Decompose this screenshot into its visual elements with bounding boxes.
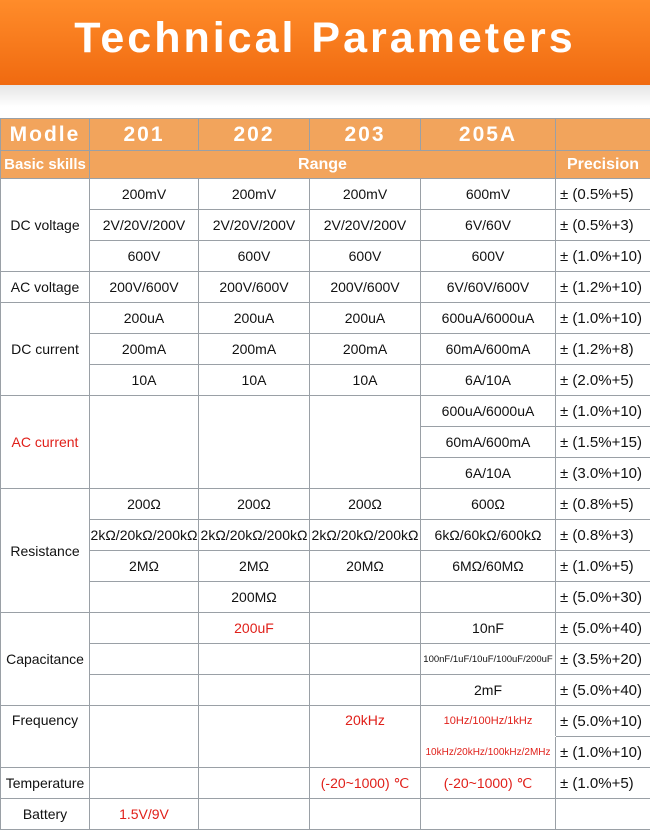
cell-202: 200uA [199, 303, 310, 334]
model-205a: 205A [421, 119, 556, 151]
cell-205a: 60mA/600mA [421, 427, 556, 458]
cell-202: 200MΩ [199, 582, 310, 613]
cell-precision: ± (1.5%+15) [556, 427, 650, 458]
ac-current-label: AC current [1, 396, 90, 489]
table-row [1, 582, 650, 613]
cell-precision: ± (5.0%+30) [556, 582, 650, 613]
table-row [1, 613, 650, 644]
cell-202-empty [199, 396, 310, 489]
cell-202: 200mA [199, 334, 310, 365]
cell-precision: ± (2.0%+5) [556, 365, 650, 396]
cell-201: 10A [90, 365, 199, 396]
table-row [1, 334, 650, 365]
cell-201: 600V [90, 241, 199, 272]
cell-205a: 6A/10A [421, 458, 556, 489]
cell-precision: ± (1.2%+10) [556, 272, 650, 303]
cell-202: 200mV [199, 179, 310, 210]
cell-201-empty [90, 613, 199, 644]
cell-precision: ± (0.8%+5) [556, 489, 650, 520]
table-row [1, 520, 650, 551]
cell-precision: ± (1.2%+8) [556, 334, 650, 365]
cell-202-empty [199, 675, 310, 706]
parameters-table [0, 118, 650, 830]
cell-precision: ± (5.0%+40) [556, 675, 650, 706]
cell-203-empty [310, 396, 421, 489]
table-row [1, 644, 650, 675]
cell-201-empty [90, 675, 199, 706]
capacitance-label: Capacitance [1, 613, 90, 706]
cell-203: 20kHz [310, 706, 421, 768]
cell-203: 10A [310, 365, 421, 396]
cell-205a: 6V/60V/600V [421, 272, 556, 303]
cell-202: 2V/20V/200V [199, 210, 310, 241]
cell-201: 2kΩ/20kΩ/200kΩ [90, 520, 199, 551]
cell-203: 2kΩ/20kΩ/200kΩ [310, 520, 421, 551]
cell-precision: ± (1.0%+10) [556, 241, 650, 272]
cell-201: 200mA [90, 334, 199, 365]
cell-202: 600V [199, 241, 310, 272]
cell-203: 20MΩ [310, 551, 421, 582]
resistance-label: Resistance [1, 489, 90, 613]
cell-precision: ± (5.0%+40) [556, 613, 650, 644]
cell-201: 200V/600V [90, 272, 199, 303]
table-row [1, 272, 650, 303]
cell-205a-empty [421, 582, 556, 613]
frequency-label: Frequency [1, 706, 90, 768]
cell-205a: 600uA/6000uA [421, 396, 556, 427]
battery-label: Battery [1, 799, 90, 830]
cell-201-empty [90, 706, 199, 768]
cell-205a: 6A/10A [421, 365, 556, 396]
cell-205a: 10nF [421, 613, 556, 644]
cell-202-empty [199, 768, 310, 799]
cell-precision: ± (1.0%+10) [556, 303, 650, 334]
cell-203: 200V/600V [310, 272, 421, 303]
cell-precision: ± (1.0%+10) [556, 396, 650, 427]
cell-precision: ± (0.8%+3) [556, 520, 650, 551]
cell-precision: ± (0.5%+5) [556, 179, 650, 210]
cell-205a: 100nF/1uF/10uF/100uF/200uF [421, 644, 556, 675]
table-row [1, 241, 650, 272]
cell-203-empty [310, 799, 421, 830]
title-banner [0, 0, 650, 85]
cell-203: (-20~1000) ℃ [310, 768, 421, 799]
cell-203: 200mA [310, 334, 421, 365]
cell-202: 200Ω [199, 489, 310, 520]
table-row [1, 799, 650, 830]
ac-voltage-label: AC voltage [1, 272, 90, 303]
cell-205a: 600uA/6000uA [421, 303, 556, 334]
cell-202: 2MΩ [199, 551, 310, 582]
cell-203-empty [310, 582, 421, 613]
cell-precision: ± (1.0%+5) [556, 768, 650, 799]
table-row [1, 768, 650, 799]
table-row [1, 706, 650, 737]
table-row [1, 489, 650, 520]
cell-203: 200uA [310, 303, 421, 334]
cell-205a: 600V [421, 241, 556, 272]
cell-205a: 6MΩ/60MΩ [421, 551, 556, 582]
cell-201: 200Ω [90, 489, 199, 520]
dc-current-label: DC current [1, 303, 90, 396]
cell-202-empty [199, 706, 310, 768]
page-title: Technical Parameters [74, 14, 576, 62]
cell-203: 2V/20V/200V [310, 210, 421, 241]
cell-precision: ± (0.5%+3) [556, 210, 650, 241]
cell-201-empty [90, 396, 199, 489]
model-label: Modle [1, 119, 90, 151]
basic-skills-header: Basic skills [1, 151, 90, 179]
column-header-row [1, 151, 650, 179]
cell-202-empty [199, 799, 310, 830]
cell-201-empty [90, 644, 199, 675]
model-header-row [1, 119, 650, 151]
range-header: Range [90, 151, 556, 179]
cell-202: 200uF [199, 613, 310, 644]
cell-205a: 10Hz/100Hz/1kHz [421, 706, 556, 737]
model-201: 201 [90, 119, 199, 151]
cell-205a: 60mA/600mA [421, 334, 556, 365]
cell-202: 2kΩ/20kΩ/200kΩ [199, 520, 310, 551]
temperature-label: Temperature [1, 768, 90, 799]
banner-shadow [0, 85, 650, 107]
cell-201: 200mV [90, 179, 199, 210]
cell-205a: 600mV [421, 179, 556, 210]
cell-precision: ± (3.0%+10) [556, 458, 650, 489]
table-row [1, 179, 650, 210]
cell-203: 200Ω [310, 489, 421, 520]
cell-precision: ± (1.0%+5) [556, 551, 650, 582]
cell-202-empty [199, 644, 310, 675]
cell-201: 1.5V/9V [90, 799, 199, 830]
table-row [1, 551, 650, 582]
table-row [1, 303, 650, 334]
table-row [1, 210, 650, 241]
cell-205a: 6V/60V [421, 210, 556, 241]
cell-205a: (-20~1000) ℃ [421, 768, 556, 799]
precision-header: Precision [556, 151, 650, 179]
cell-201-empty [90, 768, 199, 799]
cell-201-empty [90, 582, 199, 613]
cell-201: 2V/20V/200V [90, 210, 199, 241]
cell-205a: 2mF [421, 675, 556, 706]
table-row [1, 365, 650, 396]
cell-205a: 10kHz/20kHz/100kHz/2MHz [421, 737, 556, 768]
cell-202: 10A [199, 365, 310, 396]
cell-203-empty [310, 675, 421, 706]
cell-precision-empty [556, 799, 650, 830]
model-header-empty [556, 119, 650, 151]
cell-precision: ± (3.5%+20) [556, 644, 650, 675]
cell-202: 200V/600V [199, 272, 310, 303]
cell-205a: 600Ω [421, 489, 556, 520]
cell-205a-empty [421, 799, 556, 830]
cell-precision: ± (1.0%+10) [556, 737, 650, 768]
table-row [1, 675, 650, 706]
cell-203: 600V [310, 241, 421, 272]
dc-voltage-label: DC voltage [1, 179, 90, 272]
cell-203-empty [310, 613, 421, 644]
table-row [1, 396, 650, 427]
model-202: 202 [199, 119, 310, 151]
cell-201: 200uA [90, 303, 199, 334]
cell-203-empty [310, 644, 421, 675]
cell-201: 2MΩ [90, 551, 199, 582]
model-203: 203 [310, 119, 421, 151]
cell-precision: ± (5.0%+10) [556, 706, 650, 737]
cell-205a: 6kΩ/60kΩ/600kΩ [421, 520, 556, 551]
cell-203: 200mV [310, 179, 421, 210]
